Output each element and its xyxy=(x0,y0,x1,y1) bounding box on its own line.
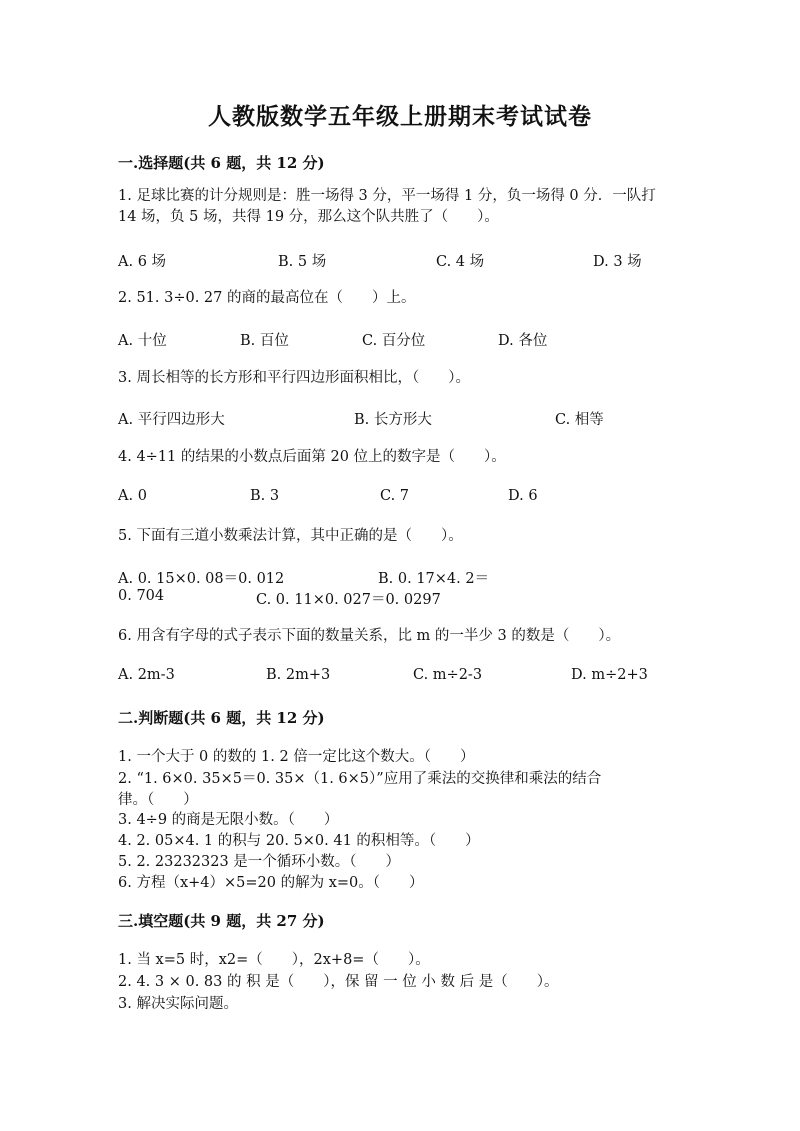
question-1: 1. 足球比赛的计分规则是：胜一场得 3 分，平一场得 1 分，负一场得 0 分．一队打 14 场，负 5 场，共得 19 分，那么这个队共胜了（ ）。 xyxy=(118,188,656,225)
fill-item-2: 2. 4. 3 × 0. 83 的 积 是（ ），保 留 一 位 小 数 后 是（ ）。 xyxy=(118,974,559,990)
judge-item-5: 5. 2. 23232323 是一个循环小数。（ ） xyxy=(118,854,401,870)
q3-option-c: C. 相等 xyxy=(555,412,604,428)
question-5: 5. 下面有三道小数乘法计算，其中正确的是（ ）。 xyxy=(118,528,463,544)
judge-item-6: 6. 方程（x+4）×5=20 的解为 x=0。（ ） xyxy=(118,875,424,891)
q4-option-b: B. 3 xyxy=(250,488,280,504)
q2-option-d: D. 各位 xyxy=(498,333,548,349)
q1-option-a: A. 6 场 xyxy=(118,254,167,270)
q5-option-b-continued: 0. 704 xyxy=(118,588,165,604)
fill-item-1: 1. 当 x=5 时，x2=（ ），2x+8=（ ）。 xyxy=(118,952,430,968)
q4-option-a: A. 0 xyxy=(118,488,147,504)
q2-option-c: C. 百分位 xyxy=(362,333,426,349)
q6-option-d: D. m÷2+3 xyxy=(571,667,648,683)
judge-item-4: 4. 2. 05×4. 1 的积与 20. 5×0. 41 的积相等。（ ） xyxy=(118,833,480,849)
q5-option-a: A. 0. 15×0. 08＝0. 012 xyxy=(118,571,285,587)
page-title: 人教版数学五年级上册期末考试试卷 xyxy=(208,103,592,130)
q3-option-a: A. 平行四边形大 xyxy=(118,412,225,428)
judge-item-1: 1. 一个大于 0 的数的 1. 2 倍一定比这个数大。（ ） xyxy=(118,749,475,765)
q3-option-b: B. 长方形大 xyxy=(354,412,432,428)
fill-item-3: 3. 解决实际问题。 xyxy=(118,996,238,1012)
q2-option-b: B. 百位 xyxy=(240,333,289,349)
q1-option-b: B. 5 场 xyxy=(278,254,327,270)
question-2: 2. 51. 3÷0. 27 的商的最高位在（ ）上。 xyxy=(118,290,416,306)
judge-item-2: 2. “1. 6×0. 35×5＝0. 35×（1. 6×5）”应用了乘法的交换律和乘法的结合 xyxy=(118,771,602,787)
question-4: 4. 4÷11 的结果的小数点后面第 20 位上的数字是（ ）。 xyxy=(118,449,506,465)
judge-item-3: 3. 4÷9 的商是无限小数。（ ） xyxy=(118,812,339,828)
section-heading-choice: 一.选择题(共 6 题，共 12 分) xyxy=(118,154,325,172)
q2-option-a: A. 十位 xyxy=(118,333,167,349)
q4-option-d: D. 6 xyxy=(508,488,538,504)
q6-option-a: A. 2m-3 xyxy=(118,667,175,683)
q1-option-c: C. 4 场 xyxy=(436,254,485,270)
q1-option-d: D. 3 场 xyxy=(593,254,642,270)
q5-option-c: C. 0. 11×0. 027＝0. 0297 xyxy=(256,592,441,608)
question-6: 6. 用含有字母的式子表示下面的数量关系，比 m 的一半少 3 的数是（ ）。 xyxy=(118,628,621,644)
question-3: 3. 周长相等的长方形和平行四边形面积相比，（ ）。 xyxy=(118,370,470,386)
q6-option-b: B. 2m+3 xyxy=(266,667,331,683)
section-heading-fill: 三.填空题(共 9 题，共 27 分) xyxy=(118,912,325,930)
q4-option-c: C. 7 xyxy=(380,488,410,504)
section-heading-judge: 二.判断题(共 6 题，共 12 分) xyxy=(118,709,325,727)
judge-item-2-continued: 律。（ ） xyxy=(118,792,198,808)
q6-option-c: C. m÷2-3 xyxy=(413,667,483,683)
q5-option-b: B. 0. 17×4. 2＝ xyxy=(378,571,490,587)
